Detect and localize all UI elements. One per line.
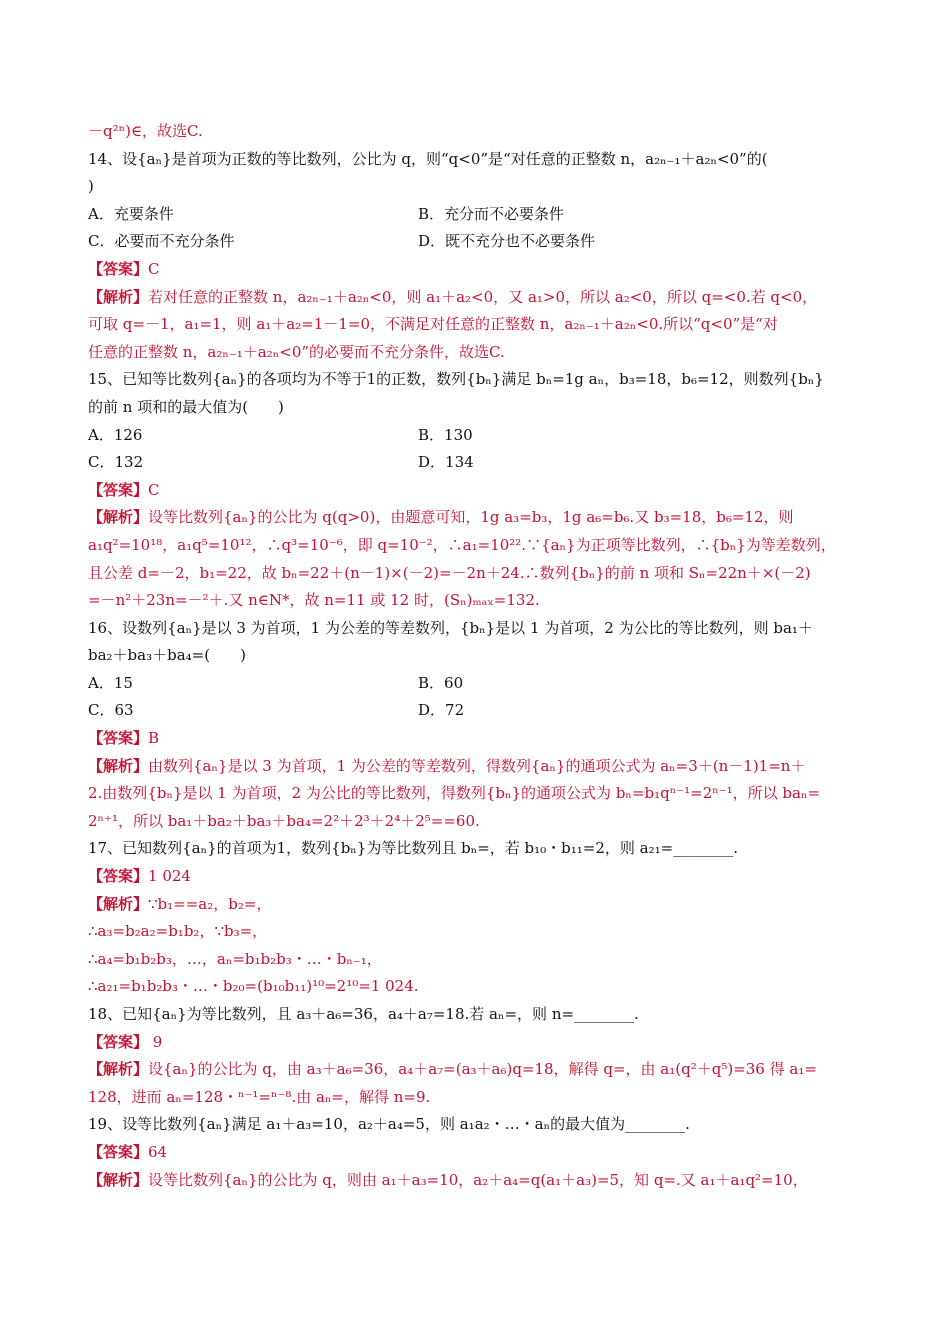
line-text: C [148,480,160,499]
line-text: ∴a₃=b₂a₂=b₁b₂，∵b₃=， [88,922,268,941]
line-text: 128，进而 aₙ=128・ⁿ⁻¹=ⁿ⁻⁸.由 aₙ=，解得 n=9. [88,1087,431,1106]
line-text: 1 024 [148,867,191,886]
question-line [88,642,864,670]
solution-line [88,477,864,505]
line-text: 2.由数列{bₙ}是以 1 为首项，2 为公比的等比数列，得数列{bₙ}的通项公式为 bₙ=b₁qⁿ⁻¹=2ⁿ⁻¹，所以 baₙ= [88,784,821,803]
question-line [88,1111,864,1139]
solution-line [88,891,864,919]
option-text: D．72 [418,701,465,720]
line-text: 设等比数列{aₙ}的公比为 q(q>0)，由题意可知，1g a₃=b₃，1g a₆=b₆.又 b₃=18，b₆=12，则 [148,508,794,527]
line-text: ∴a₂₁=b₁b₂b₃・…・b₂₀=(b₁₀b₁₁)¹⁰=2¹⁰=1 024. [88,977,419,996]
solution-line [88,1084,864,1112]
line-text: a₁q²=10¹⁸，a₁q⁵=10¹²，∴q³=10⁻⁶，即 q=10⁻²，∴a₁=10²².∵{aₙ}为正项等比数列，∴{bₙ}为等差数列， [88,535,836,554]
section-tag: 【解析】 [88,1170,149,1189]
solution-line [88,118,864,146]
question-line [88,1001,864,1029]
line-text: 16、设数列{aₙ}是以 3 为首项，1 为公差的等差数列，{bₙ}是以 1 为首项，2 为公比的等比数列，则 ba₁＋ [88,618,813,637]
solution-line [88,973,864,1001]
line-text: 2ⁿ⁺¹，所以 ba₁＋ba₂＋ba₃＋ba₄=2²＋2³＋2⁴＋2⁵==60. [88,811,480,830]
line-text: 若对任意的正整数 n，a₂ₙ₋₁＋a₂ₙ<0，则 a₁＋a₂<0，又 a₁>0，所以 a₂<0，所以 q=<0.若 q<0， [148,287,818,306]
line-text: 64 [148,1142,168,1161]
line-text: 设等比数列{aₙ}的公比为 q，则由 a₁＋a₃=10，a₂＋a₄=q(a₁＋a₃)=5，知 q=.又 a₁＋a₁q²=10， [148,1170,808,1189]
line-text: ∵b₁==a₂，b₂=， [148,894,272,913]
line-text: 任意的正整数 n，a₂ₙ₋₁＋a₂ₙ<0”的必要而不充分条件，故选C. [88,342,505,361]
line-text: 由数列{aₙ}是以 3 为首项，1 为公差的等差数列，得数列{aₙ}的通项公式为 aₙ=3＋(n－1)1=n＋ [148,756,806,775]
section-tag: 【解析】 [88,894,149,913]
line-text: 9 [148,1032,163,1051]
section-tag: 【答案】 [88,1142,149,1161]
section-tag: 【解析】 [88,508,149,527]
option-row [88,449,864,477]
solution-line [88,339,864,367]
question-line [88,394,864,422]
line-text: 15、已知等比数列{aₙ}的各项均为不等于1的正数，数列{bₙ}满足 bₙ=1g aₙ，b₃=18，b₆=12，则数列{bₙ} [88,370,824,389]
solution-line [88,587,864,615]
line-text: =－n²＋23n=－²＋.又 n∈N*，故 n=11 或 12 时，(Sₙ)ₘₐₓ=132. [88,591,540,610]
solution-line [88,863,864,891]
option-row [88,697,864,725]
question-line [88,366,864,394]
option-row [88,228,864,256]
section-tag: 【答案】 [88,259,149,278]
line-text: 17、已知数列{aₙ}的首项为1，数列{bₙ}为等比数列且 bₙ=，若 b₁₀・b₁₁=2，则 a₂₁=________. [88,839,738,858]
line-text: 的前 n 项和的最大值为( ) [88,397,284,416]
question-line [88,146,864,174]
option-text: D．134 [418,453,474,472]
solution-line [88,1056,864,1084]
option-text: D．既不充分也不必要条件 [418,232,596,251]
line-text: C [148,259,160,278]
section-tag: 【答案】 [88,480,149,499]
section-tag: 【解析】 [88,756,149,775]
line-text: 且公差 d=－2，b₁=22，故 bₙ=22＋(n－1)×(－2)=－2n＋24.∴数列{bₙ}的前 n 项和 Sₙ=22n＋×(－2) [88,563,811,582]
solution-line [88,284,864,312]
option-row [88,422,864,450]
solution-line [88,808,864,836]
solution-line [88,311,864,339]
solution-line [88,946,864,974]
question-line [88,615,864,643]
solution-line [88,1167,864,1195]
option-text: C．必要而不充分条件 [88,232,235,251]
section-tag: 【解析】 [88,287,149,306]
question-line [88,173,864,201]
line-text: 可取 q=－1，a₁=1，则 a₁＋a₂=1－1=0，不满足对任意的正整数 n，a₂ₙ₋₁＋a₂ₙ<0.所以“q<0”是“对 [88,315,778,334]
section-tag: 【解析】 [88,1060,149,1079]
solution-line [88,532,864,560]
option-text: B．130 [418,425,473,444]
option-text: B．充分而不必要条件 [418,204,565,223]
section-tag: 【答案】 [88,867,149,886]
section-tag: 【答案】 [88,1032,149,1051]
solution-line [88,560,864,588]
option-text: C．132 [88,453,144,472]
solution-line [88,1029,864,1057]
option-text: A．126 [88,425,143,444]
option-text: B．60 [418,673,464,692]
solution-line [88,780,864,808]
line-text: 设{aₙ}的公比为 q，由 a₃＋a₆=36，a₄＋a₇=(a₃＋a₆)q=18，解得 q=，由 a₁(q²＋q⁵)=36 得 a₁= [148,1060,817,1079]
line-text: ∴a₄=b₁b₂b₃，…，aₙ=b₁b₂b₃・…・bₙ₋₁， [88,949,382,968]
solution-line [88,918,864,946]
option-text: C．63 [88,701,134,720]
solution-line [88,725,864,753]
line-text: 18、已知{aₙ}为等比数列，且 a₃＋a₆=36，a₄＋a₇=18.若 aₙ=，则 n=________. [88,1005,639,1023]
section-tag: 【答案】 [88,729,149,748]
line-text: －q²ⁿ)∈，故选C. [88,122,203,140]
option-text: A．充要条件 [88,204,174,223]
line-text: 19、设等比数列{aₙ}满足 a₁＋a₃=10，a₂＋a₄=5，则 a₁a₂・…・aₙ的最大值为________. [88,1115,690,1134]
document-body [88,118,864,1194]
solution-line [88,1139,864,1167]
solution-line [88,753,864,781]
option-text: A．15 [88,673,133,692]
line-text: ) [88,177,94,196]
solution-line [88,256,864,284]
line-text: 14、设{aₙ}是首项为正数的等比数列，公比为 q，则“q<0”是“对任意的正整数 n，a₂ₙ₋₁＋a₂ₙ<0”的( [88,149,768,168]
option-row [88,201,864,229]
solution-line [88,504,864,532]
question-line [88,835,864,863]
line-text: B [148,729,160,748]
line-text: ba₂＋ba₃＋ba₄=( ) [88,646,246,665]
option-row [88,670,864,698]
